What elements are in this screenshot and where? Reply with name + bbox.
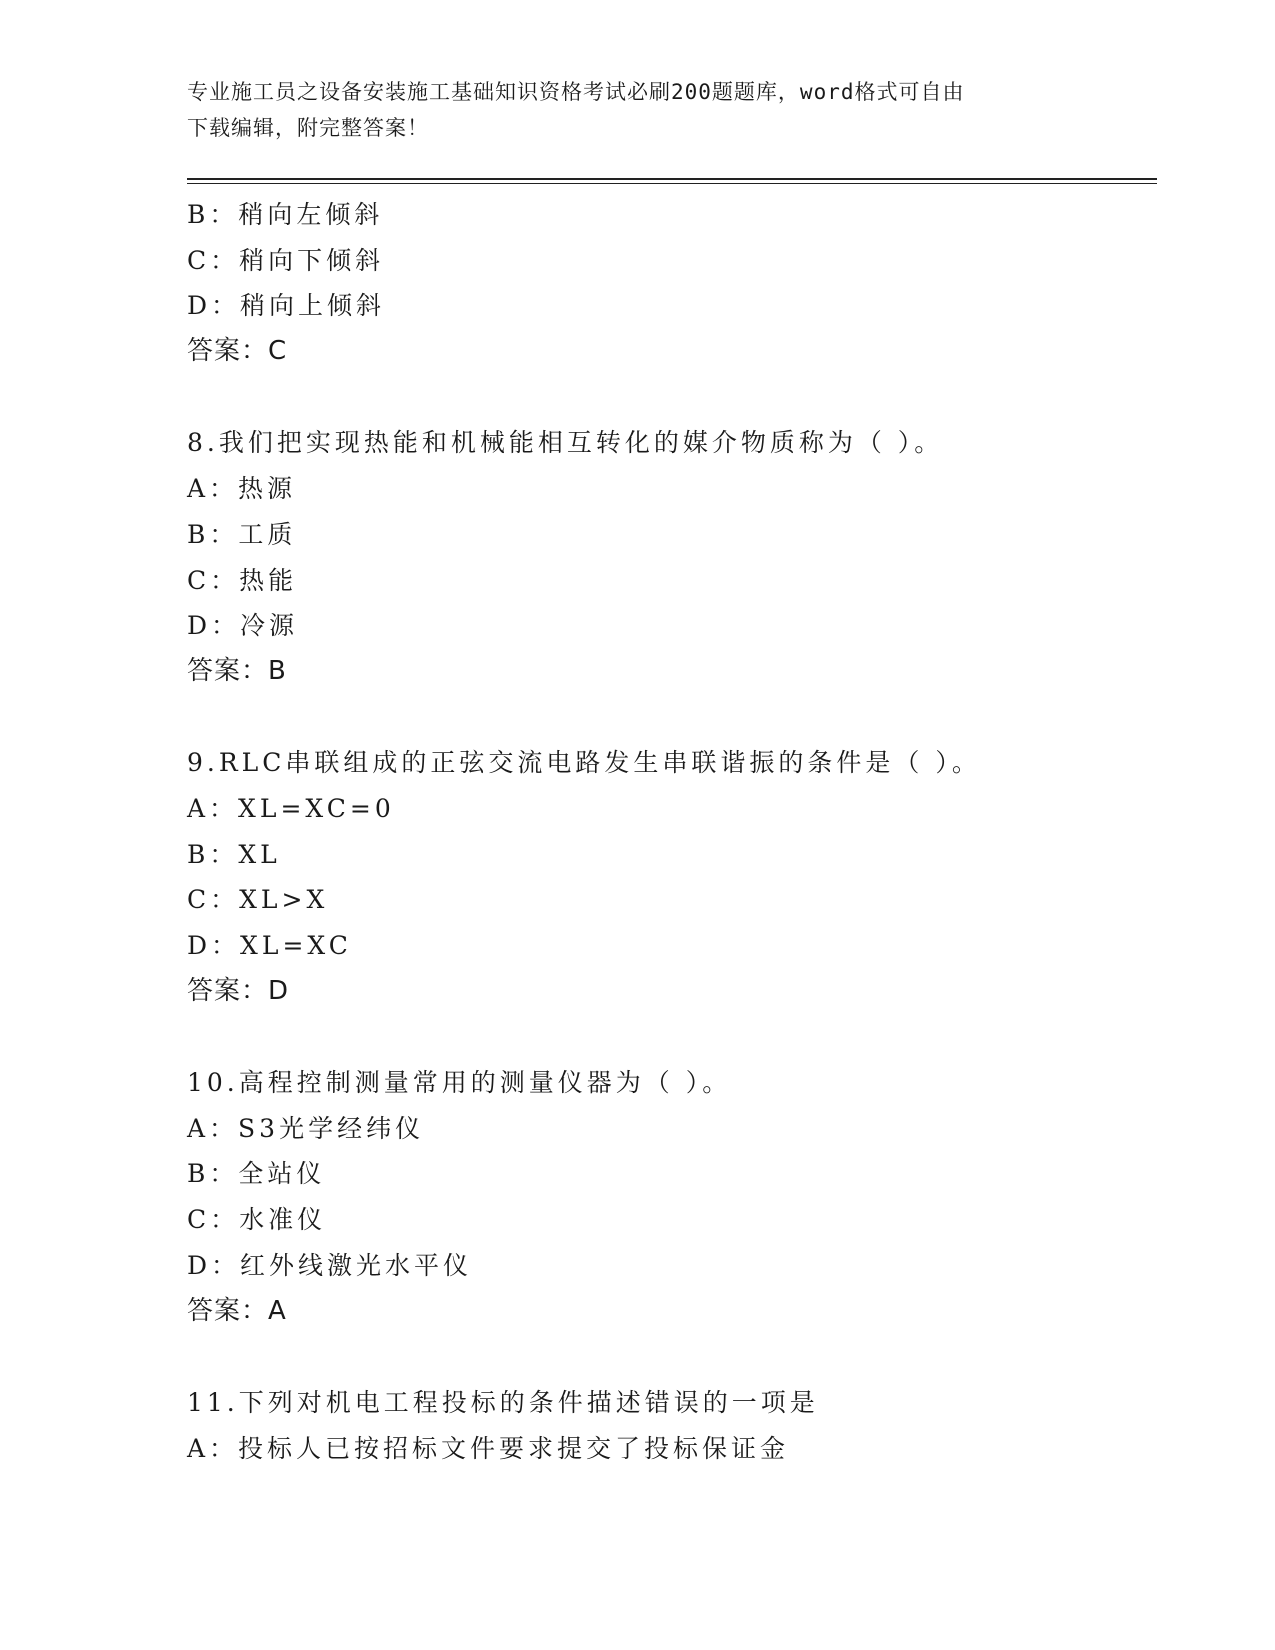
- option-b-q10: B：全站仪: [187, 1159, 326, 1189]
- header-divider-thick: [187, 178, 1157, 180]
- option-a-q9: A：XL=XC=0: [187, 793, 395, 823]
- option-a-q10: A：S3光学经纬仪: [187, 1113, 425, 1143]
- question-8: 8.我们把实现热能和机械能相互转化的媒介物质称为（ ）。: [187, 428, 944, 458]
- spacer: [187, 375, 1157, 421]
- option-d-q9: D：XL=XC: [187, 931, 352, 960]
- option-a-q8: A：热源: [187, 474, 297, 504]
- answer-q9: 答案：D: [187, 975, 290, 1006]
- answer-q10: 答案：A: [187, 1295, 287, 1326]
- option-b-q8: B：工质: [187, 519, 297, 549]
- option-d-q10: D：红外线激光水平仪: [187, 1250, 473, 1280]
- option-a-q11: A：投标人已按招标文件要求提交了投标保证金: [187, 1433, 790, 1463]
- option-c-q9: C：XL>X: [187, 885, 329, 915]
- answer-q8: 答案：B: [187, 655, 287, 686]
- option-c-q10: C：水准仪: [187, 1205, 327, 1235]
- header-line-1: 专业施工员之设备安装施工基础知识资格考试必刷200题题库，word格式可自由: [187, 80, 965, 104]
- header-divider-thin: [187, 183, 1157, 184]
- option-c-q7: C：稍向下倾斜: [187, 245, 385, 275]
- spacer: [187, 1334, 1157, 1380]
- spacer: [187, 695, 1157, 741]
- document-header: [187, 74, 1077, 146]
- question-list: [187, 192, 1157, 1471]
- option-b-q7: B：稍向左倾斜: [187, 200, 384, 229]
- option-b-q9: B：XL: [187, 839, 281, 869]
- option-d-q8: D：冷源: [187, 611, 299, 641]
- question-10: 10.高程控制测量常用的测量仪器为（ ）。: [187, 1068, 732, 1098]
- header-line-2: 下载编辑，附完整答案！: [187, 116, 429, 140]
- question-11: 11.下列对机电工程投标的条件描述错误的一项是: [187, 1387, 819, 1417]
- option-d-q7: D：稍向上倾斜: [187, 291, 386, 321]
- option-c-q8: C：热能: [187, 565, 298, 595]
- spacer: [187, 1014, 1157, 1060]
- answer-q7: 答案：C: [187, 336, 288, 367]
- question-9: 9.RLC串联组成的正弦交流电路发生串联谐振的条件是（ ）。: [187, 748, 981, 778]
